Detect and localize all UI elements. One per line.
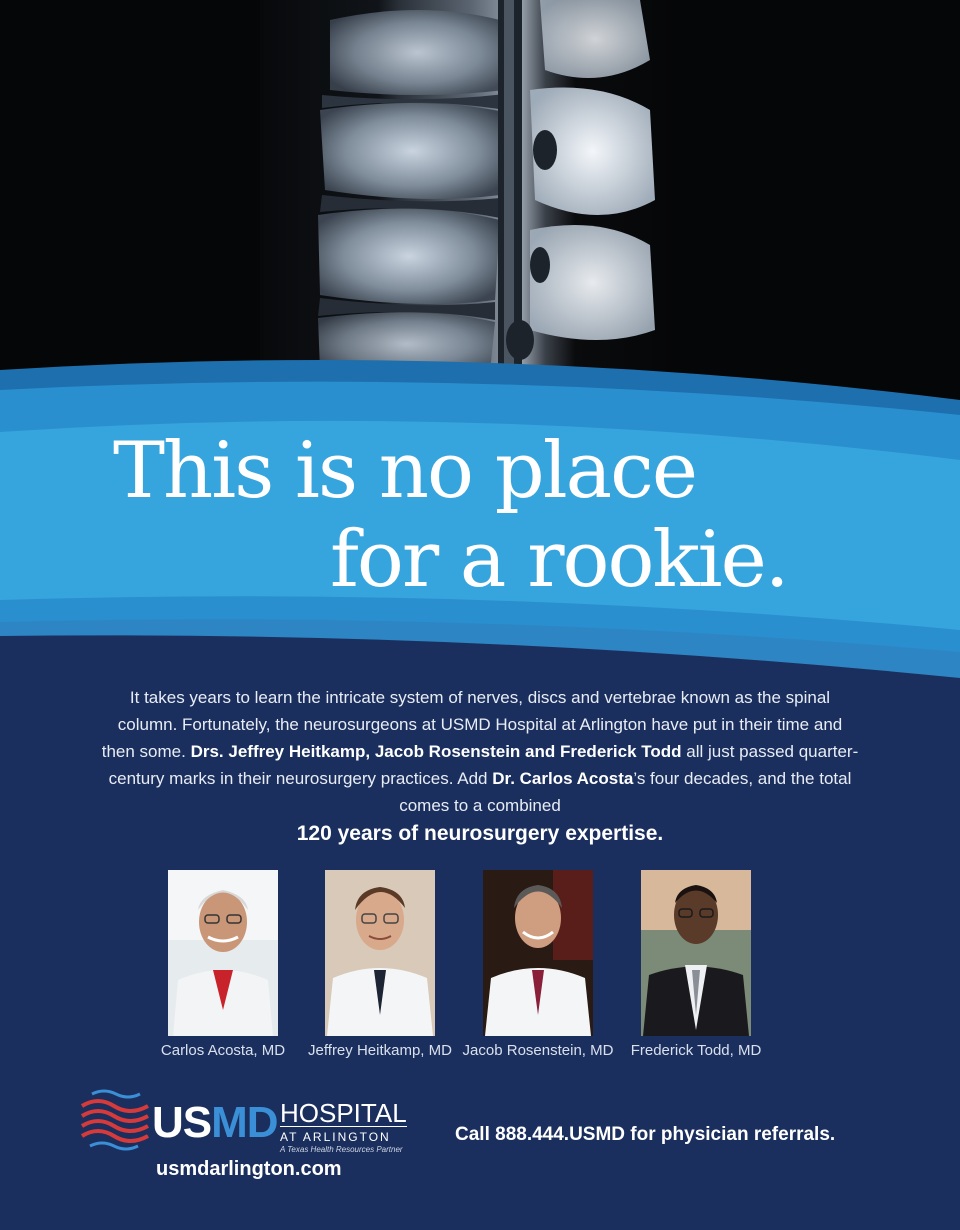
doctor-name: Jacob Rosenstein, MD [462, 1042, 614, 1059]
body-text-1: It takes years to learn the intricate system of nerves, discs and vertebrae known as the spinal column. Fortunately, the neurosurgeons at USMD Hospital at Arlington have put in their time and then some. [101, 688, 843, 761]
wordmark-md: MD [211, 1098, 278, 1147]
doctor-card [300, 870, 460, 1059]
doctor-card [143, 870, 303, 1059]
body-text-2: all just passed quarter-century marks in their neurosurgery practices. Add [108, 742, 859, 788]
doctor-photo [325, 870, 435, 1036]
referral-call-to-action: Call 888.444.USMD for physician referrals. [455, 1124, 836, 1145]
body-bold-2: Dr. Carlos Acosta [492, 769, 634, 788]
doctor-name: Carlos Acosta, MD [160, 1042, 286, 1059]
headline-line-1: This is no place [113, 426, 697, 516]
partner-tagline: A Texas Health Resources Partner [280, 1145, 403, 1154]
hospital-label: HOSPITAL [280, 1098, 407, 1128]
doctor-list [0, 870, 960, 1070]
doctor-photo [168, 870, 278, 1036]
doctor-name: Jeffrey Heitkamp, MD [308, 1042, 452, 1059]
headline [0, 420, 960, 605]
doctor-card [616, 870, 776, 1059]
usmd-logo [80, 1088, 420, 1188]
doctor-photo [483, 870, 593, 1036]
doctor-photo [641, 870, 751, 1036]
doctor-name: Frederick Todd, MD [630, 1042, 762, 1059]
flag-wave-icon [80, 1088, 150, 1158]
doctor-card [458, 870, 618, 1059]
body-bold-1: Drs. Jeffrey Heitkamp, Jacob Rosenstein and Frederick Todd [190, 742, 682, 761]
wordmark-us: US [152, 1098, 212, 1147]
location-label: AT ARLINGTON [280, 1130, 391, 1144]
expertise-highlight: 120 years of neurosurgery expertise. [296, 822, 664, 845]
headline-line-2: for a rookie. [330, 515, 788, 605]
body-copy [100, 684, 860, 847]
usmd-wordmark [152, 1098, 278, 1148]
website-link[interactable]: usmdarlington.com [156, 1158, 342, 1180]
body-text-3: ’s four decades, and the total comes to a combined [399, 769, 852, 815]
